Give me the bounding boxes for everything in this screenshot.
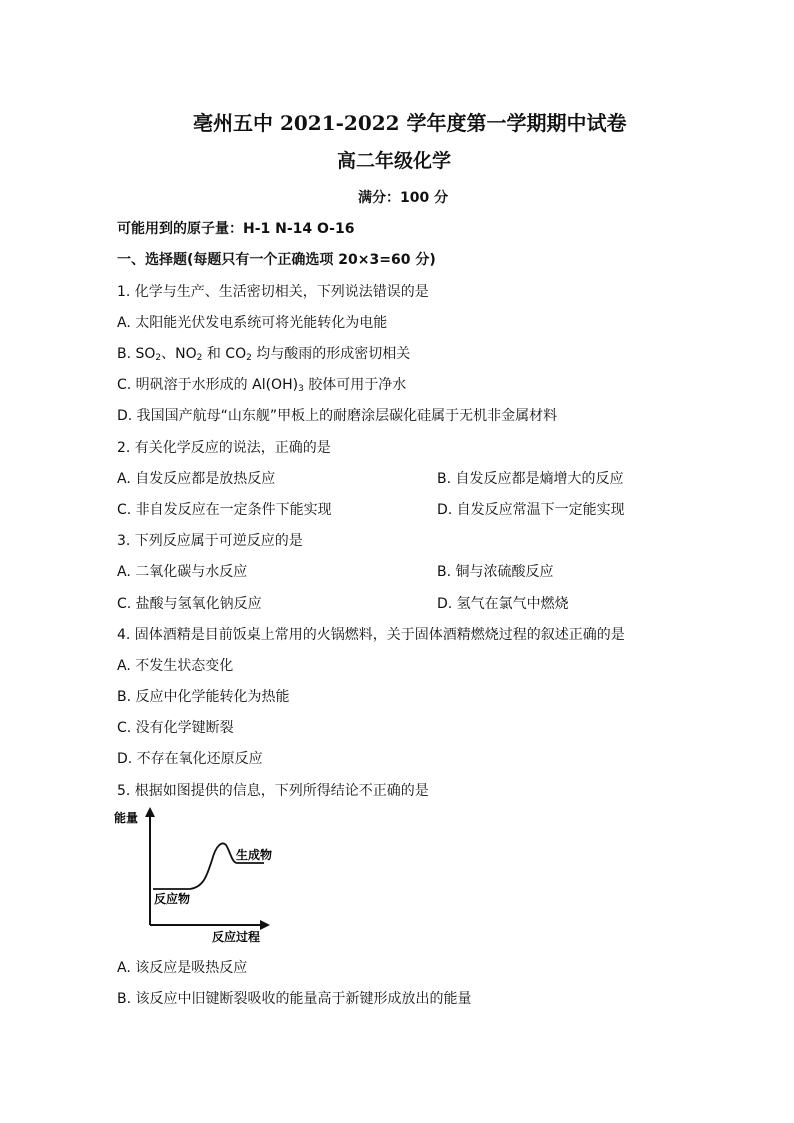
subscript-2: 2	[155, 353, 162, 363]
q5-option-b: B. 该反应中旧键断裂吸收的能量高于新键形成放出的能量	[117, 991, 472, 1007]
reactant-label: 反应物	[154, 892, 191, 906]
q4-option-c: C. 没有化学键断裂	[117, 720, 234, 736]
q3-option-c: C. 盐酸与氢氧化钠反应	[117, 596, 262, 612]
q4-option-d: D. 不存在氧化还原反应	[117, 751, 263, 767]
q2-option-c: C. 非自发反应在一定条件下能实现	[117, 502, 332, 518]
q1-option-c	[117, 374, 406, 394]
product-label: 生成物	[236, 848, 273, 862]
q4-option-b: B. 反应中化学能转化为热能	[117, 689, 290, 705]
q1-c-suffix: 胶体可用于净水	[303, 377, 407, 393]
subscript-2: 2	[246, 353, 252, 363]
energy-diagram	[112, 805, 282, 945]
q1-b-suffix: 均与酸雨的形成密切相关	[251, 346, 411, 362]
section-title: 一、选择题(每题只有一个正确选项 20×3=60 分)	[117, 252, 436, 268]
q1-stem: 1. 化学与生产、生活密切相关，下列说法错误的是	[117, 284, 429, 300]
q5-option-a: A. 该反应是吸热反应	[117, 960, 248, 976]
q1-b-mid1: 、NO	[161, 346, 197, 362]
q1-b-mid2: 和 CO	[202, 346, 247, 362]
q4-stem: 4. 固体酒精是目前饭桌上常用的火锅燃料，关于固体酒精燃烧过程的叙述正确的是	[117, 627, 625, 643]
atomic-mass-line: 可能用到的原子量：H-1 N-14 O-16	[117, 221, 355, 237]
q1-option-b	[117, 343, 410, 363]
y-axis-arrow-icon	[145, 807, 155, 817]
q5-stem: 5. 根据如图提供的信息，下列所得结论不正确的是	[117, 783, 429, 799]
subscript-2: 2	[196, 353, 203, 363]
y-axis-label: 能量	[114, 811, 139, 825]
q3-option-b: B. 铜与浓硫酸反应	[437, 564, 554, 580]
x-axis-arrow-icon	[260, 920, 270, 930]
q2-option-a: A. 自发反应都是放热反应	[117, 471, 276, 487]
total-score: 满分：100 分	[358, 190, 449, 206]
q3-option-d: D. 氢气在氯气中燃烧	[437, 596, 569, 612]
x-axis-label: 反应过程	[212, 930, 261, 944]
q2-option-b: B. 自发反应都是熵增大的反应	[437, 471, 624, 487]
q2-stem: 2. 有关化学反应的说法，正确的是	[117, 440, 331, 456]
q3-option-a: A. 二氧化碳与水反应	[117, 564, 248, 580]
q4-option-a: A. 不发生状态变化	[117, 658, 234, 674]
exam-title: 亳州五中 2021-2022 学年度第一学期期中试卷	[193, 111, 627, 135]
q3-stem: 3. 下列反应属于可逆反应的是	[117, 533, 303, 549]
exam-subtitle: 高二年级化学	[337, 150, 452, 172]
q1-c-prefix: C. 明矾溶于水形成的 Al(OH)	[117, 377, 299, 393]
q1-option-a: A. 太阳能光伏发电系统可将光能转化为电能	[117, 315, 388, 331]
q2-option-d: D. 自发反应常温下一定能实现	[437, 502, 625, 518]
q1-b-prefix: B. SO	[117, 346, 156, 362]
subscript-3: 3	[298, 384, 304, 394]
q1-option-d: D. 我国国产航母“山东舰”甲板上的耐磨涂层碳化硅属于无机非金属材料	[117, 408, 558, 424]
